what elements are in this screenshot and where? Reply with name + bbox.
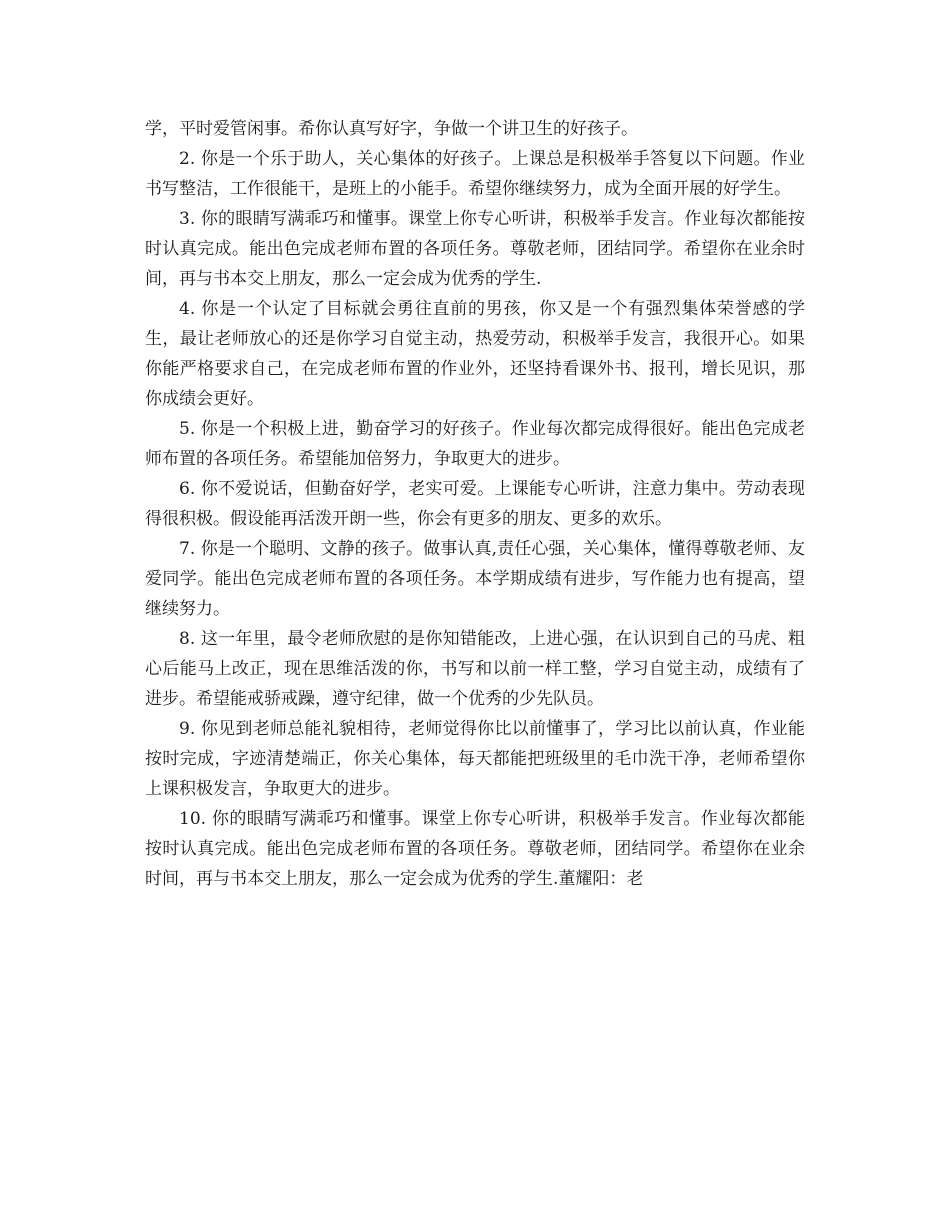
paragraph-item-3: 3. 你的眼睛写满乖巧和懂事。课堂上你专心听讲，积极举手发言。作业每次都能按时认真完成。能出色完成老师布置的各项任务。尊敬老师，团结同学。希望你在业余时间，再与书本交上朋友，那么一定会成为优秀的学生. [145, 209, 805, 289]
paragraph-item-10: 10. 你的眼睛写满乖巧和懂事。课堂上你专心听讲，积极举手发言。作业每次都能按时认真完成。能出色完成老师布置的各项任务。尊敬老师，团结同学。希望你在业余时间，再与书本交上朋友，那么一定会成为优秀的学生.董耀阳：老 [145, 809, 805, 889]
document-body [145, 114, 805, 894]
paragraph-item-2: 2. 你是一个乐于助人，关心集体的好孩子。上课总是积极举手答复以下问题。作业书写整洁，工作很能干，是班上的小能手。希望你继续努力，成为全面开展的好学生。 [145, 149, 805, 199]
paragraph-item-9: 9. 你见到老师总能礼貌相待，老师觉得你比以前懂事了，学习比以前认真，作业能按时完成，字迹清楚端正，你关心集体，每天都能把班级里的毛巾洗干净，老师希望你上课积极发言，争取更大的进步。 [145, 719, 805, 799]
paragraph-continuation: 学，平时爱管闲事。希你认真写好字，争做一个讲卫生的好孩子。 [145, 119, 638, 139]
paragraph-item-7: 7. 你是一个聪明、文静的孩子。做事认真,责任心强，关心集体，懂得尊敬老师、友爱同学。能出色完成老师布置的各项任务。本学期成绩有进步，写作能力也有提高，望继续努力。 [145, 539, 805, 619]
paragraph-item-4: 4. 你是一个认定了目标就会勇往直前的男孩，你又是一个有强烈集体荣誉感的学生，最让老师放心的还是你学习自觉主动，热爱劳动，积极举手发言，我很开心。如果你能严格要求自己，在完成老师布置的作业外，还坚持看课外书、报刊，增长见识，那你成绩会更好。 [145, 299, 805, 409]
paragraph-item-8: 8. 这一年里，最令老师欣慰的是你知错能改，上进心强，在认识到自己的马虎、粗心后能马上改正，现在思维活泼的你，书写和以前一样工整，学习自觉主动，成绩有了进步。希望能戒骄戒躁，遵守纪律，做一个优秀的少先队员。 [145, 629, 805, 709]
paragraph-item-5: 5. 你是一个积极上进，勤奋学习的好孩子。作业每次都完成得很好。能出色完成老师布置的各项任务。希望能加倍努力，争取更大的进步。 [145, 419, 805, 469]
paragraph-item-6: 6. 你不爱说话，但勤奋好学，老实可爱。上课能专心听讲，注意力集中。劳动表现得很积极。假设能再活泼开朗一些，你会有更多的朋友、更多的欢乐。 [145, 479, 805, 529]
